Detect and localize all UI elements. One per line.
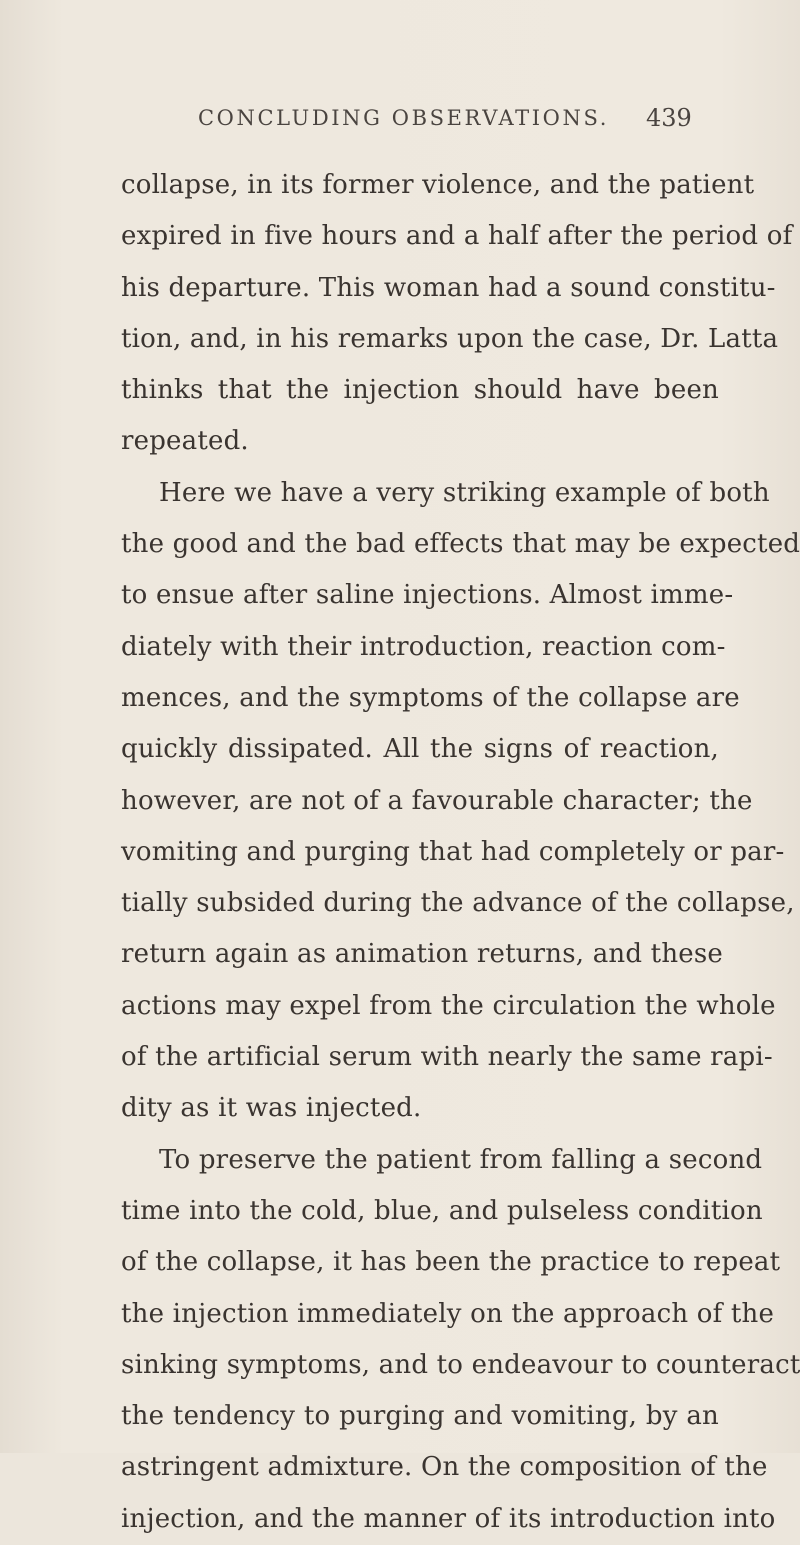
text-line: actions may expel from the circulation the whole: [121, 990, 776, 1021]
text-line: Here we have a very striking example of both: [159, 477, 770, 508]
text-line: tion, and, in his remarks upon the case, Dr. Latta: [121, 323, 779, 354]
text-line: vomiting and purging that had completely or par-: [121, 836, 785, 867]
text-line: his departure. This woman had a sound constitu-: [121, 272, 776, 303]
text-line: time into the cold, blue, and pulseless condition: [121, 1195, 763, 1226]
text-line: of the artificial serum with nearly the same rapi-: [121, 1042, 773, 1073]
text-line: repeated.: [121, 426, 249, 457]
text-line: injection, and the manner of its introduction into: [121, 1503, 776, 1534]
text-line: quickly dissipated. All the signs of reaction,: [121, 734, 719, 765]
text-line: sinking symptoms, and to endeavour to counteract: [121, 1349, 800, 1380]
text-line: the good and the bad effects that may be expected: [121, 529, 800, 560]
text-line: mences, and the symptoms of the collapse are: [121, 682, 740, 713]
text-line: however, are not of a favourable character; the: [121, 785, 753, 816]
text-line: to ensue after saline injections. Almost imme-: [121, 580, 734, 611]
body-text: [121, 160, 800, 1545]
text-line: expired in five hours and a half after the period of: [121, 221, 793, 252]
text-line: return again as animation returns, and these: [121, 939, 723, 970]
running-head: [0, 96, 800, 144]
page-number: 439: [646, 104, 692, 132]
text-line: astringent admixture. On the composition of the: [121, 1452, 768, 1483]
text-line: dity as it was injected.: [121, 1093, 422, 1124]
text-line: thinks that the injection should have been: [121, 375, 719, 406]
running-title: CONCLUDING OBSERVATIONS.: [198, 106, 609, 130]
text-line: To preserve the patient from falling a second: [159, 1144, 763, 1175]
text-line: the injection immediately on the approach of the: [121, 1298, 775, 1329]
text-line: tially subsided during the advance of the collapse,: [121, 888, 795, 919]
text-line: collapse, in its former violence, and the patient: [121, 170, 755, 200]
text-line: diately with their introduction, reaction com-: [121, 631, 726, 662]
text-line: of the collapse, it has been the practice to repeat: [121, 1247, 781, 1278]
text-line: the tendency to purging and vomiting, by an: [121, 1401, 719, 1432]
